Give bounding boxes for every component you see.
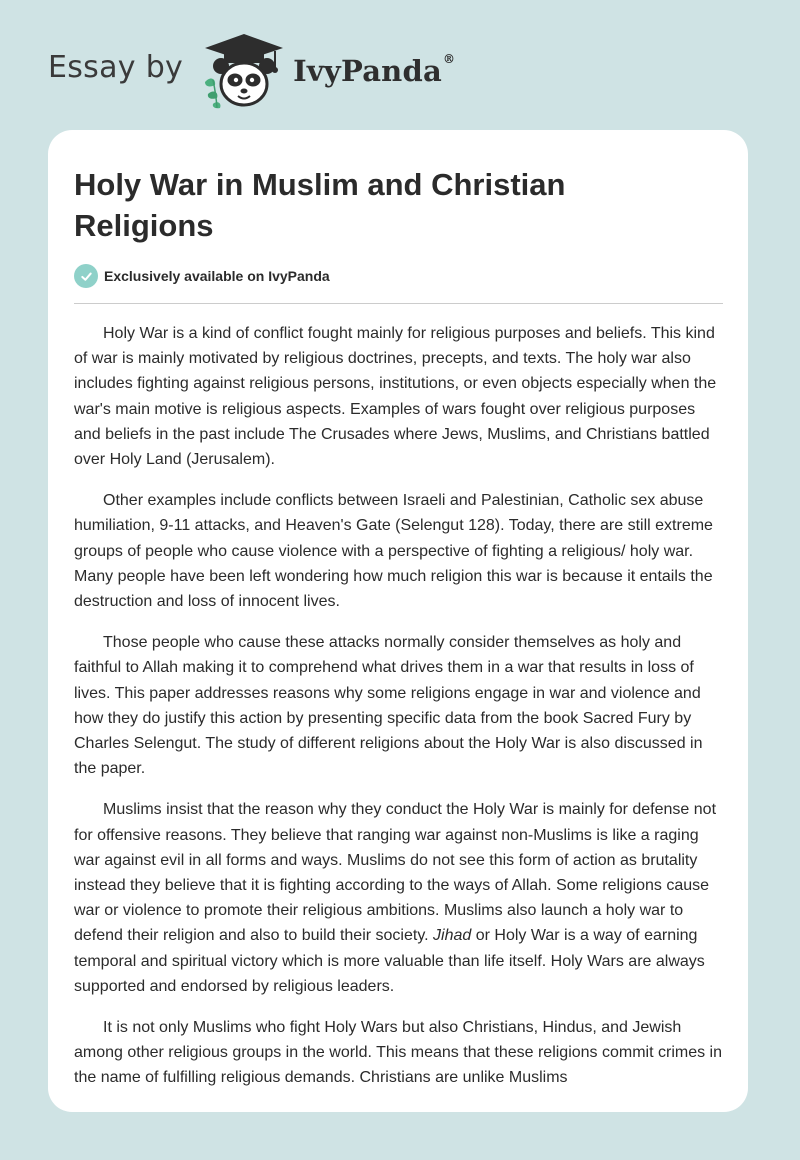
brand-name-text: IvyPanda — [293, 54, 442, 88]
essay-card — [48, 130, 748, 1112]
page-title: Holy War in Muslim and Christian Religions — [74, 167, 566, 243]
site-header — [48, 30, 455, 110]
essay-by-label: Essay by — [48, 49, 184, 85]
checkmark-icon — [74, 264, 98, 288]
exclusive-badge — [74, 264, 330, 288]
panda-graduate-logo-icon[interactable] — [197, 30, 291, 110]
paragraph-5: It is not only Muslims who fight Holy Wars but also Christians, Hindus, and Jewish among other religious groups in the world. This means that these religions commit crimes in the name of fulfilling religious demands. Christians are unlike Muslims — [74, 1019, 722, 1087]
title-divider — [74, 303, 723, 304]
paragraph-1: Holy War is a kind of conflict fought mainly for religious purposes and beliefs. This kind of war is mainly motivated by religious doctrines, precepts, and texts. The holy war also includes fighting against religious persons, institutions, or even objects especially when the war's main motive is religious aspects. Examples of wars fought over religious purposes and beliefs in the past include The Crusades where Jews, Muslims, and Christians battled over Holy Land (Jerusalem). — [74, 325, 717, 469]
exclusive-badge-label: Exclusively available on IvyPanda — [104, 268, 330, 284]
essay-body — [74, 321, 726, 1107]
brand-name[interactable] — [293, 54, 455, 88]
paragraph-2: Other examples include conflicts between Israeli and Palestinian, Catholic sex abuse humiliation, 9-11 attacks, and Heaven's Gate (Selengut 128). Today, there are still extreme groups of people who cause violence with a perspective of fighting a religious/ holy war. Many people have been left wondering how much religion this war is because it entails the destruction and loss of innocent lives. — [74, 492, 713, 611]
jihad-term: Jihad — [433, 927, 472, 945]
paragraph-4-text-end: or Holy War is a way of earning temporal and spiritual victory which is more valuable than life itself. Holy Wars are always supported and endorsed by religious leaders. — [74, 927, 705, 995]
paragraph-4 — [74, 797, 726, 999]
paragraph-4-text-start: Muslims insist that the reason why they conduct the Holy War is mainly for defense not for offensive reasons. They believe that ranging war against non-Muslims is like a raging war against evil in all forms and ways. Muslims do not see this form of action as brutality instead they believe that it is fighting according to the ways of Allah. Some religions cause war or violence to promote their religious ambitions. Muslims also launch a holy war to defend their religion and also to build their society. — [74, 801, 717, 945]
paragraph-3: Those people who cause these attacks normally consider themselves as holy and faithful to Allah making it to comprehend what drives them in a war that results in loss of lives. This paper addresses reasons why some religions engage in war and violence and how they do justify this action by presenting specific data from the book Sacred Fury by Charles Selengut. The study of different religions about the Holy War is also discussed in the paper. — [74, 634, 703, 778]
trademark-symbol: ® — [442, 52, 456, 66]
